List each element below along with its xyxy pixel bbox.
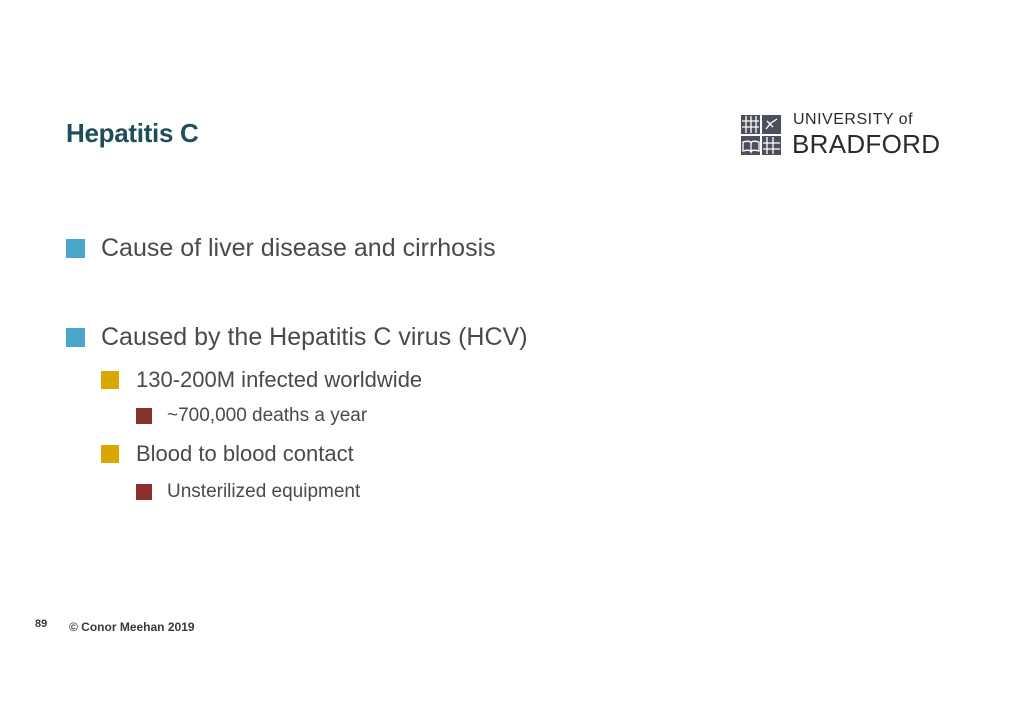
- bullet-text: ~700,000 deaths a year: [167, 405, 368, 426]
- bullet-item: [66, 234, 496, 263]
- page-number: 89: [35, 618, 48, 630]
- sub-bullet-item: [101, 367, 422, 393]
- square-bullet-icon: [101, 445, 119, 463]
- sub-sub-bullet-item: [136, 481, 360, 503]
- footer-copyright: © Conor Meehan 2019: [69, 620, 195, 634]
- square-bullet-icon: [136, 484, 152, 500]
- bullet-text: Caused by the Hepatitis C virus (HCV): [101, 323, 528, 351]
- sub-bullet-item: [101, 441, 354, 467]
- sub-sub-bullet-item: [136, 405, 367, 427]
- square-bullet-icon: [136, 408, 152, 424]
- slide-title: Hepatitis C: [66, 118, 199, 148]
- bullet-text: 130-200M infected worldwide: [136, 367, 423, 392]
- bullet-item: [66, 323, 528, 352]
- bullet-text: Cause of liver disease and cirrhosis: [101, 234, 496, 262]
- bullet-text: Blood to blood contact: [136, 441, 354, 466]
- square-bullet-icon: [66, 328, 85, 347]
- university-logo: [739, 111, 959, 161]
- square-bullet-icon: [66, 239, 85, 258]
- bullet-text: Unsterilized equipment: [167, 481, 361, 502]
- logo-university-text: UNIVERSITY of: [793, 111, 914, 128]
- logo-bradford-text: BRADFORD: [792, 129, 941, 159]
- university-crest-icon: [739, 113, 783, 157]
- square-bullet-icon: [101, 371, 119, 389]
